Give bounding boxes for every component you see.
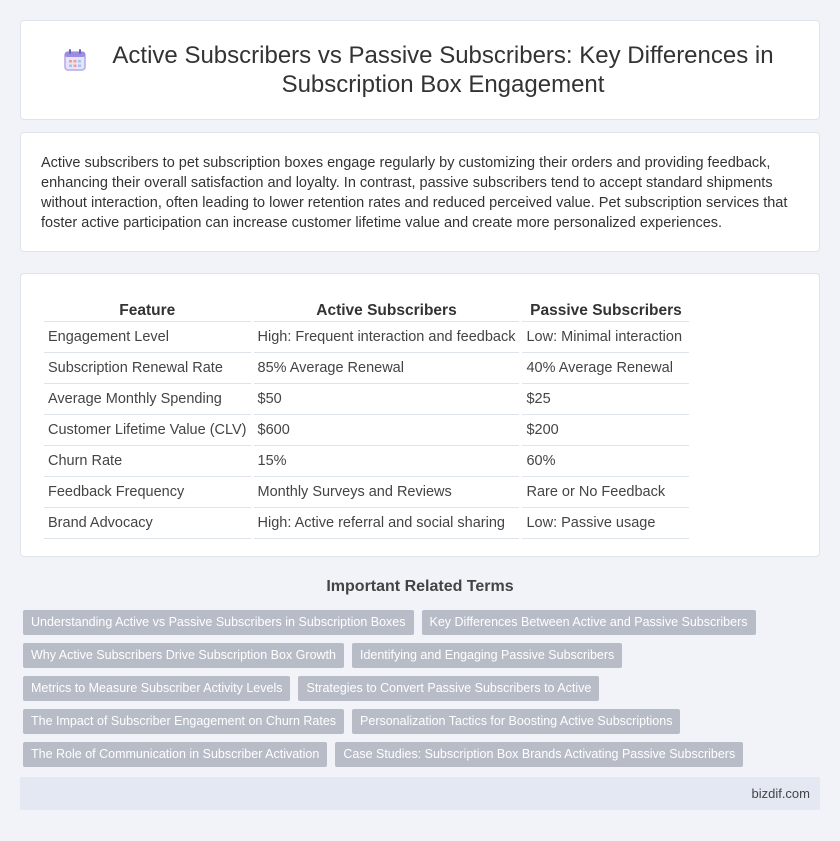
calendar-icon <box>62 47 88 73</box>
table-cell: High: Frequent interaction and feedback <box>254 322 520 353</box>
table-header-row <box>44 294 689 322</box>
title-card <box>20 20 820 120</box>
table-cell: Subscription Renewal Rate <box>44 353 251 384</box>
intro-card <box>20 132 820 252</box>
footer <box>20 777 820 810</box>
table-row <box>44 477 689 508</box>
related-term-link[interactable]: Understanding Active vs Passive Subscribers in Subscription Boxes <box>23 610 414 635</box>
table-cell: High: Active referral and social sharing <box>254 508 520 539</box>
related-term-link[interactable]: Case Studies: Subscription Box Brands Activating Passive Subscribers <box>335 742 743 767</box>
table-cell: 60% <box>522 446 689 477</box>
intro-paragraph: Active subscribers to pet subscription boxes engage regularly by customizing their orders and providing feedback, enhancing their overall satisfaction and loyalty. In contrast, passive subscribers tend to accept standard shipments without interaction, often leading to lower retention rates and reduced perceived value. Pet subscription services that foster active participation can increase customer lifetime value and create more personalized experiences. <box>41 155 788 231</box>
related-term-link[interactable]: The Role of Communication in Subscriber Activation <box>23 742 327 767</box>
table-cell: Customer Lifetime Value (CLV) <box>44 415 251 446</box>
table-cell: $25 <box>522 384 689 415</box>
related-terms-heading: Important Related Terms <box>326 578 514 595</box>
related-term-link[interactable]: Personalization Tactics for Boosting Active Subscriptions <box>352 709 680 734</box>
table-cell: Engagement Level <box>44 322 251 353</box>
table-cell: $200 <box>522 415 689 446</box>
table-cell: 15% <box>254 446 520 477</box>
table-cell: $50 <box>254 384 520 415</box>
comparison-table <box>41 294 692 539</box>
table-cell: Low: Passive usage <box>522 508 689 539</box>
table-row <box>44 353 689 384</box>
table-cell: 85% Average Renewal <box>254 353 520 384</box>
table-row <box>44 415 689 446</box>
related-term-link[interactable]: Identifying and Engaging Passive Subscribers <box>352 643 622 668</box>
table-row <box>44 508 689 539</box>
table-row <box>44 446 689 477</box>
title-wrap <box>62 41 778 99</box>
table-cell: Average Monthly Spending <box>44 384 251 415</box>
related-term-link[interactable]: Key Differences Between Active and Passive Subscribers <box>422 610 756 635</box>
column-header-passive: Passive Subscribers <box>522 294 689 322</box>
table-cell: Brand Advocacy <box>44 508 251 539</box>
footer-site-link[interactable]: bizdif.com <box>751 786 810 801</box>
table-cell: 40% Average Renewal <box>522 353 689 384</box>
table-cell: Rare or No Feedback <box>522 477 689 508</box>
table-cell: Feedback Frequency <box>44 477 251 508</box>
table-cell: Monthly Surveys and Reviews <box>254 477 520 508</box>
column-header-active: Active Subscribers <box>254 294 520 322</box>
related-term-link[interactable]: The Impact of Subscriber Engagement on Churn Rates <box>23 709 344 734</box>
related-term-link[interactable]: Strategies to Convert Passive Subscribers to Active <box>298 676 599 701</box>
table-row <box>44 322 689 353</box>
table-row <box>44 384 689 415</box>
column-header-feature: Feature <box>44 294 251 322</box>
table-cell: Low: Minimal interaction <box>522 322 689 353</box>
comparison-table-card <box>20 273 820 557</box>
related-term-link[interactable]: Why Active Subscribers Drive Subscription Box Growth <box>23 643 344 668</box>
related-term-link[interactable]: Metrics to Measure Subscriber Activity Levels <box>23 676 290 701</box>
table-cell: Churn Rate <box>44 446 251 477</box>
related-terms-list <box>23 610 823 767</box>
page-title: Active Subscribers vs Passive Subscribers: Key Differences in Subscription Box Engagement <box>112 42 774 98</box>
table-cell: $600 <box>254 415 520 446</box>
